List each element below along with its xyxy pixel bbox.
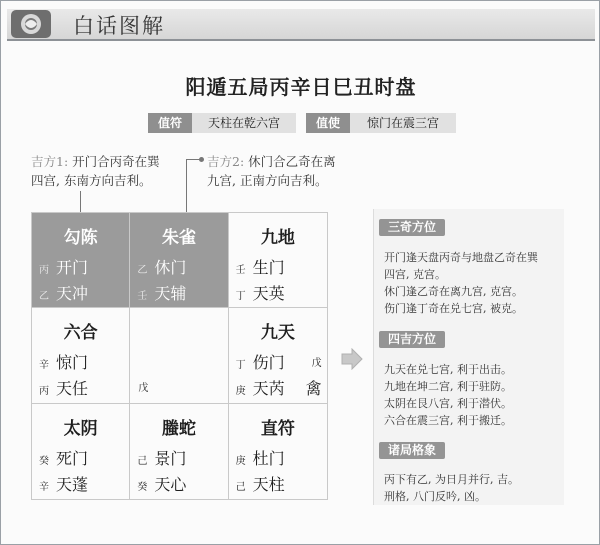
note-left xyxy=(31,152,160,190)
note-left-line2: 四宫, 东南方向吉利。 xyxy=(31,173,152,188)
palace-zhen xyxy=(32,308,130,403)
star: 天芮 xyxy=(252,379,285,399)
star: 天蓬 xyxy=(56,474,89,494)
header-title: 白话图解 xyxy=(73,14,165,38)
palace-god: 六合 xyxy=(63,323,98,344)
door: 休门 xyxy=(154,258,187,277)
stem: 庚 xyxy=(235,455,246,467)
connector-right-h xyxy=(186,159,201,160)
center-stem: 戊 xyxy=(138,383,149,395)
palace-kan xyxy=(130,404,228,499)
sanqi-heading: 三奇方位 xyxy=(379,219,445,236)
door: 景门 xyxy=(154,448,187,468)
palace-gen xyxy=(32,404,130,499)
connector-left xyxy=(80,191,81,212)
palace-god: 九天 xyxy=(260,323,295,344)
palace-dui xyxy=(229,308,327,403)
stem: 辛 xyxy=(39,360,49,372)
palace-god: 九地 xyxy=(260,228,295,248)
star: 天柱 xyxy=(252,474,285,494)
chart-title: 阳遁五局丙辛日巳丑时盘 xyxy=(185,75,417,99)
geju-line: 丙下有乙, 为日月并行, 吉。 xyxy=(384,473,519,486)
sanqi-line: 休门逢乙奇在离九宫, 克宫。 xyxy=(384,285,523,298)
right-panel xyxy=(373,209,564,505)
header-bar xyxy=(7,9,595,41)
zhifu-label: 值符 xyxy=(148,113,192,133)
door: 开门 xyxy=(56,258,89,277)
star: 天任 xyxy=(56,379,89,399)
palace-xun xyxy=(32,213,130,308)
siji-heading: 四吉方位 xyxy=(379,331,445,348)
emblem-icon xyxy=(11,10,51,38)
stem: 丙 xyxy=(39,386,49,398)
stem: 丁 xyxy=(235,291,246,302)
palace-god: 太阴 xyxy=(63,418,98,439)
palace-li xyxy=(130,213,228,308)
door: 死门 xyxy=(56,448,89,468)
stem: 辛 xyxy=(39,481,49,493)
door: 杜门 xyxy=(252,448,285,468)
sanqi-line: 伤门逢丁奇在兑七宫, 被克。 xyxy=(384,302,523,315)
note-right xyxy=(207,152,336,190)
palace-god: 直符 xyxy=(260,418,295,439)
extra-stem: 戊 xyxy=(311,358,322,370)
note-left-label: 吉方1: xyxy=(31,154,69,169)
star: 天辅 xyxy=(154,284,187,303)
extra-star: 禽 xyxy=(305,379,322,399)
sanqi-line: 开门逢天盘丙奇与地盘乙奇在巽 xyxy=(384,251,538,264)
door: 伤门 xyxy=(252,353,285,373)
palace-god: 勾陈 xyxy=(63,228,98,248)
star: 天心 xyxy=(154,474,187,494)
palace-qian xyxy=(229,404,327,499)
geju-heading: 诸局格象 xyxy=(379,442,445,459)
stem: 壬 xyxy=(235,265,246,276)
stem: 癸 xyxy=(137,481,148,493)
zhishi-label: 值使 xyxy=(306,113,350,133)
arrow-right-icon xyxy=(341,348,363,370)
stem: 乙 xyxy=(39,291,49,302)
zhifu-value: 天柱在乾六宫 xyxy=(192,113,296,133)
note-right-line2: 九宫, 正南方向吉利。 xyxy=(207,173,328,188)
sanqi-line: 四宫, 克宫。 xyxy=(384,268,446,281)
siji-line: 六合在震三宫, 利于搬迁。 xyxy=(384,414,512,427)
note-right-line1: 休门合乙奇在离 xyxy=(248,154,336,169)
door: 惊门 xyxy=(56,353,89,373)
stem: 丁 xyxy=(235,360,246,372)
stem: 己 xyxy=(235,481,246,493)
siji-line: 九天在兑七宫, 利于出击。 xyxy=(384,363,512,376)
stem: 己 xyxy=(137,455,148,467)
siji-line: 九地在坤二宫, 利于驻防。 xyxy=(384,380,512,393)
star: 天英 xyxy=(252,284,285,303)
note-right-label: 吉方2: xyxy=(207,154,245,169)
label-bar xyxy=(148,113,439,133)
door: 生门 xyxy=(252,258,285,277)
palace-god: 螣蛇 xyxy=(161,418,196,439)
stem: 癸 xyxy=(39,455,49,467)
palace-grid xyxy=(31,212,328,500)
palace-kun xyxy=(229,213,327,308)
stem: 乙 xyxy=(137,265,148,276)
palace-god: 朱雀 xyxy=(161,228,196,248)
note-left-line1: 开门合丙奇在巽 xyxy=(72,154,160,169)
siji-line: 太阴在艮八宫, 利于潜伏。 xyxy=(384,397,512,410)
stem: 丙 xyxy=(39,265,49,276)
connector-right-v xyxy=(186,159,187,212)
stem: 壬 xyxy=(137,291,148,302)
geju-line: 刑格, 八门反吟, 凶。 xyxy=(384,490,486,503)
palace-center xyxy=(130,308,228,403)
stem: 庚 xyxy=(235,386,246,398)
zhishi-value: 惊门在震三宫 xyxy=(350,113,456,133)
star: 天冲 xyxy=(56,284,89,303)
